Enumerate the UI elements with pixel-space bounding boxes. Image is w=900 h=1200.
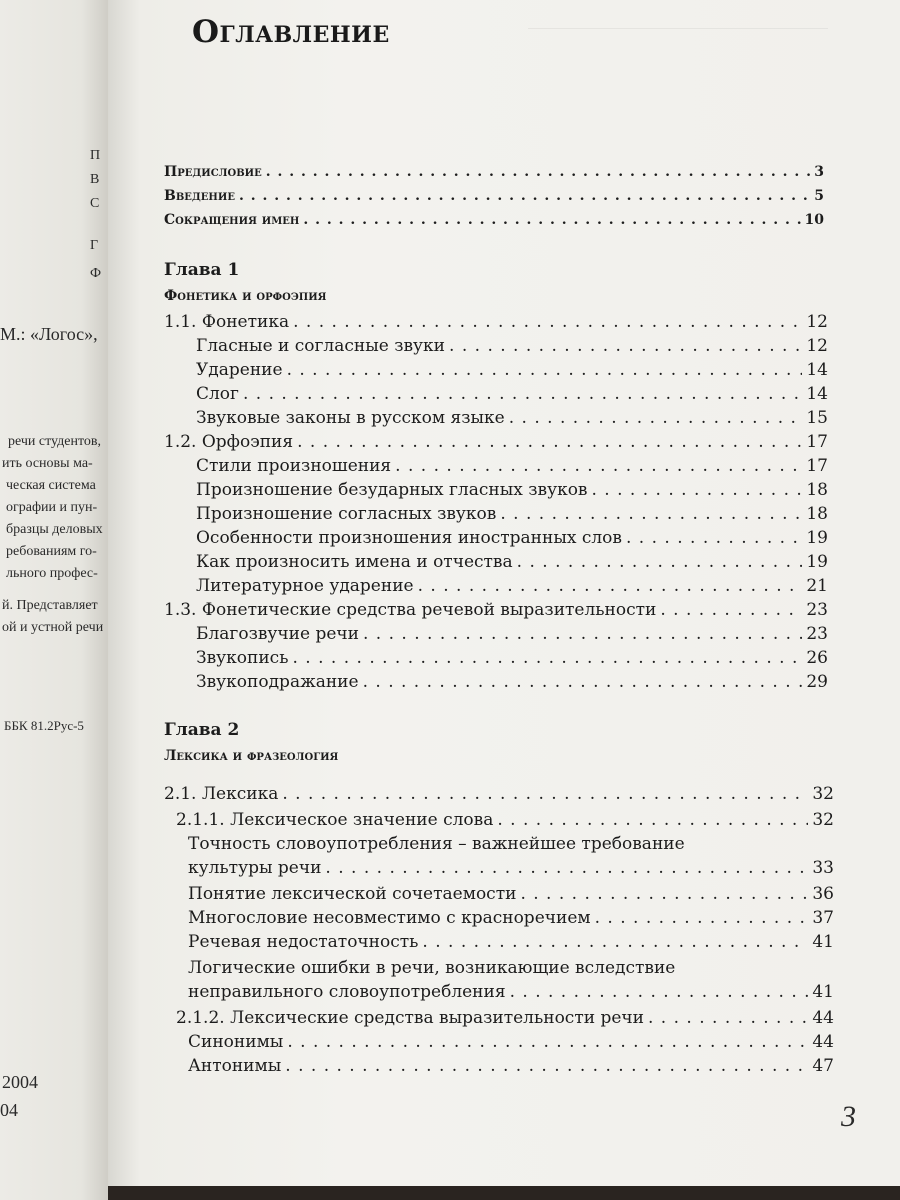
toc-entry-page: 23 <box>806 600 828 620</box>
toc-entry[interactable] <box>196 576 828 596</box>
toc-entry-label: Благозвучие речи <box>196 624 359 644</box>
toc-entry-label: 1.2. Орфоэпия <box>164 432 294 452</box>
leader-dots <box>363 624 802 644</box>
toc-entry-label: 2.1. Лексика <box>164 784 279 804</box>
toc-entry-page: 26 <box>806 648 828 668</box>
toc-entry[interactable] <box>164 188 824 204</box>
toc-entry-label: Ударение <box>196 360 283 380</box>
toc-entry-page: 10 <box>804 212 824 228</box>
toc-entry-page: 21 <box>806 576 828 596</box>
toc-entry-page: 33 <box>812 858 834 878</box>
leader-dots <box>325 858 808 878</box>
toc-entry-page: 17 <box>806 432 828 452</box>
toc-entry-label: Речевая недостаточность <box>188 932 419 952</box>
toc-entry-page: 18 <box>806 504 828 524</box>
leader-dots <box>509 408 803 428</box>
leader-dots <box>293 312 802 332</box>
toc-entry[interactable] <box>196 456 828 476</box>
toc-entry[interactable] <box>188 908 834 928</box>
toc-entry[interactable] <box>176 810 834 830</box>
left-fragment: ографии и пун- <box>6 500 98 515</box>
toc-entry-page: 29 <box>806 672 828 692</box>
left-fragment: речи студентов, <box>8 434 102 449</box>
leader-dots <box>285 1056 808 1076</box>
toc-entry[interactable] <box>164 432 828 452</box>
toc-entry[interactable] <box>188 858 834 878</box>
toc-entry-page: 41 <box>812 982 834 1002</box>
chapter-label: Глава 2 <box>164 720 240 740</box>
left-fragment: й. Представляет <box>2 598 98 613</box>
toc-entry-label: Как произносить имена и отчества <box>196 552 513 572</box>
toc-entry[interactable] <box>188 982 834 1002</box>
toc-entry-page: 5 <box>814 188 824 204</box>
toc-entry[interactable] <box>164 312 828 332</box>
toc-entry-label: Гласные и согласные звуки <box>196 336 446 356</box>
toc-entry-page: 17 <box>806 456 828 476</box>
leader-dots <box>510 982 809 1002</box>
toc-entry-page: 47 <box>812 1056 834 1076</box>
toc-entry[interactable] <box>188 1032 834 1052</box>
toc-entry-label: Звукопись <box>196 648 289 668</box>
left-fragment: М.: «Логос», <box>0 324 98 344</box>
toc-entry[interactable] <box>196 384 828 404</box>
toc-entry-page: 12 <box>806 336 828 356</box>
toc-entry-label: Сокращения имен <box>164 212 300 228</box>
left-fragment: бразцы деловых <box>6 522 103 537</box>
leader-dots <box>520 884 808 904</box>
page-title: Оглавление <box>192 14 390 50</box>
toc-entry-label: неправильного словоупотребления <box>188 982 506 1002</box>
leader-dots <box>266 164 811 180</box>
right-page <box>108 0 900 1186</box>
leader-dots <box>497 810 808 830</box>
left-fragment: ребованиям го- <box>6 544 97 559</box>
toc-entry[interactable] <box>188 932 834 952</box>
leader-dots <box>422 932 808 952</box>
show-through <box>528 28 828 109</box>
leader-dots <box>287 1032 808 1052</box>
page-number: 3 <box>841 1100 856 1133</box>
leader-dots <box>449 336 802 356</box>
toc-entry[interactable] <box>164 600 828 620</box>
toc-entry-label: Звукоподражание <box>196 672 359 692</box>
toc-entry[interactable] <box>164 164 824 180</box>
left-fragment: Г <box>90 238 99 253</box>
leader-dots <box>517 552 803 572</box>
toc-entry-page: 44 <box>812 1032 834 1052</box>
toc-entry-label: 1.1. Фонетика <box>164 312 290 332</box>
toc-entry-label: Антонимы <box>188 1056 282 1076</box>
toc-entry-label: Предисловие <box>164 164 262 180</box>
toc-entry[interactable] <box>196 624 828 644</box>
leader-dots <box>292 648 802 668</box>
toc-entry[interactable] <box>196 360 828 380</box>
toc-entry[interactable] <box>188 1056 834 1076</box>
leader-dots <box>418 576 803 596</box>
toc-entry-label: Особенности произношения иностранных слов <box>196 528 622 548</box>
toc-entry-label: Литературное ударение <box>196 576 414 596</box>
toc-entry-page: 36 <box>812 884 834 904</box>
left-fragment: ческая система <box>6 478 96 493</box>
left-page <box>0 0 108 1200</box>
leader-dots <box>282 784 808 804</box>
leader-dots <box>626 528 802 548</box>
toc-entry[interactable] <box>196 648 828 668</box>
leader-dots <box>297 432 802 452</box>
toc-entry-label: Слог <box>196 384 239 404</box>
toc-entry-page: 32 <box>812 784 834 804</box>
toc-entry[interactable] <box>196 552 828 572</box>
toc-entry-label: культуры речи <box>188 858 322 878</box>
toc-entry-label: Произношение согласных звуков <box>196 504 497 524</box>
toc-entry-label: Понятие лексической сочетаемости <box>188 884 517 904</box>
toc-entry-label: 2.1.2. Лексические средства выразительности речи <box>176 1008 644 1028</box>
leader-dots <box>395 456 802 476</box>
chapter-title: Лексика и фразеология <box>164 748 339 764</box>
toc-entry-page: 44 <box>812 1008 834 1028</box>
left-fragment: Ф <box>90 266 102 281</box>
toc-entry-label: Произношение безударных гласных звуков <box>196 480 588 500</box>
toc-entry[interactable] <box>188 884 834 904</box>
toc-entry[interactable] <box>196 480 828 500</box>
toc-entry-label[interactable]: Точность словоупотребления – важнейшее требование <box>188 834 685 854</box>
leader-dots <box>595 908 809 928</box>
toc-entry[interactable] <box>176 1008 834 1028</box>
toc-entry[interactable] <box>196 336 828 356</box>
toc-entry-page: 19 <box>806 528 828 548</box>
toc-entry-page: 15 <box>806 408 828 428</box>
toc-entry[interactable] <box>164 784 834 804</box>
left-fragment: ой и устной речи <box>2 620 104 635</box>
left-fragment: П <box>90 148 101 163</box>
toc-entry-label: Синонимы <box>188 1032 284 1052</box>
leader-dots <box>592 480 803 500</box>
toc-entry-label: Звуковые законы в русском языке <box>196 408 505 428</box>
leader-dots <box>287 360 803 380</box>
toc-entry-page: 14 <box>806 360 828 380</box>
toc-entry-label: Стили произношения <box>196 456 392 476</box>
chapter-label: Глава 1 <box>164 260 240 280</box>
chapter-title: Фонетика и орфоэпия <box>164 288 327 304</box>
toc-entry-label: 2.1.1. Лексическое значение слова <box>176 810 494 830</box>
toc-entry-page: 41 <box>812 932 834 952</box>
leader-dots <box>363 672 803 692</box>
toc-entry[interactable] <box>164 212 824 228</box>
toc-entry-label: Введение <box>164 188 235 204</box>
toc-entry-label[interactable]: Логические ошибки в речи, возникающие вследствие <box>188 958 676 978</box>
toc-entry[interactable] <box>196 528 828 548</box>
left-fragment: В <box>90 172 100 187</box>
left-fragment: 2004 <box>2 1072 38 1092</box>
left-fragment: С <box>90 196 100 211</box>
toc-entry-page: 3 <box>814 164 824 180</box>
left-fragment: льного профес- <box>6 566 98 581</box>
toc-entry-page: 19 <box>806 552 828 572</box>
leader-dots <box>303 212 800 228</box>
left-fragment: 04 <box>0 1100 18 1120</box>
toc-entry[interactable] <box>196 408 828 428</box>
toc-entry-page: 18 <box>806 480 828 500</box>
leader-dots <box>239 188 810 204</box>
toc-entry-label: Многословие несовместимо с красноречием <box>188 908 591 928</box>
toc-entry-page: 32 <box>812 810 834 830</box>
leader-dots <box>660 600 802 620</box>
toc-entry[interactable] <box>196 504 828 524</box>
leader-dots <box>500 504 802 524</box>
toc-entry[interactable] <box>196 672 828 692</box>
toc-entry-page: 23 <box>806 624 828 644</box>
toc-entry-page: 12 <box>806 312 828 332</box>
leader-dots <box>648 1008 808 1028</box>
left-fragment: ить основы ма- <box>2 456 93 471</box>
leader-dots <box>243 384 802 404</box>
toc-entry-label: 1.3. Фонетические средства речевой выразительности <box>164 600 657 620</box>
toc-entry-page: 37 <box>812 908 834 928</box>
toc-entry-page: 14 <box>806 384 828 404</box>
left-fragment: ББК 81.2Рус-5 <box>4 718 84 733</box>
